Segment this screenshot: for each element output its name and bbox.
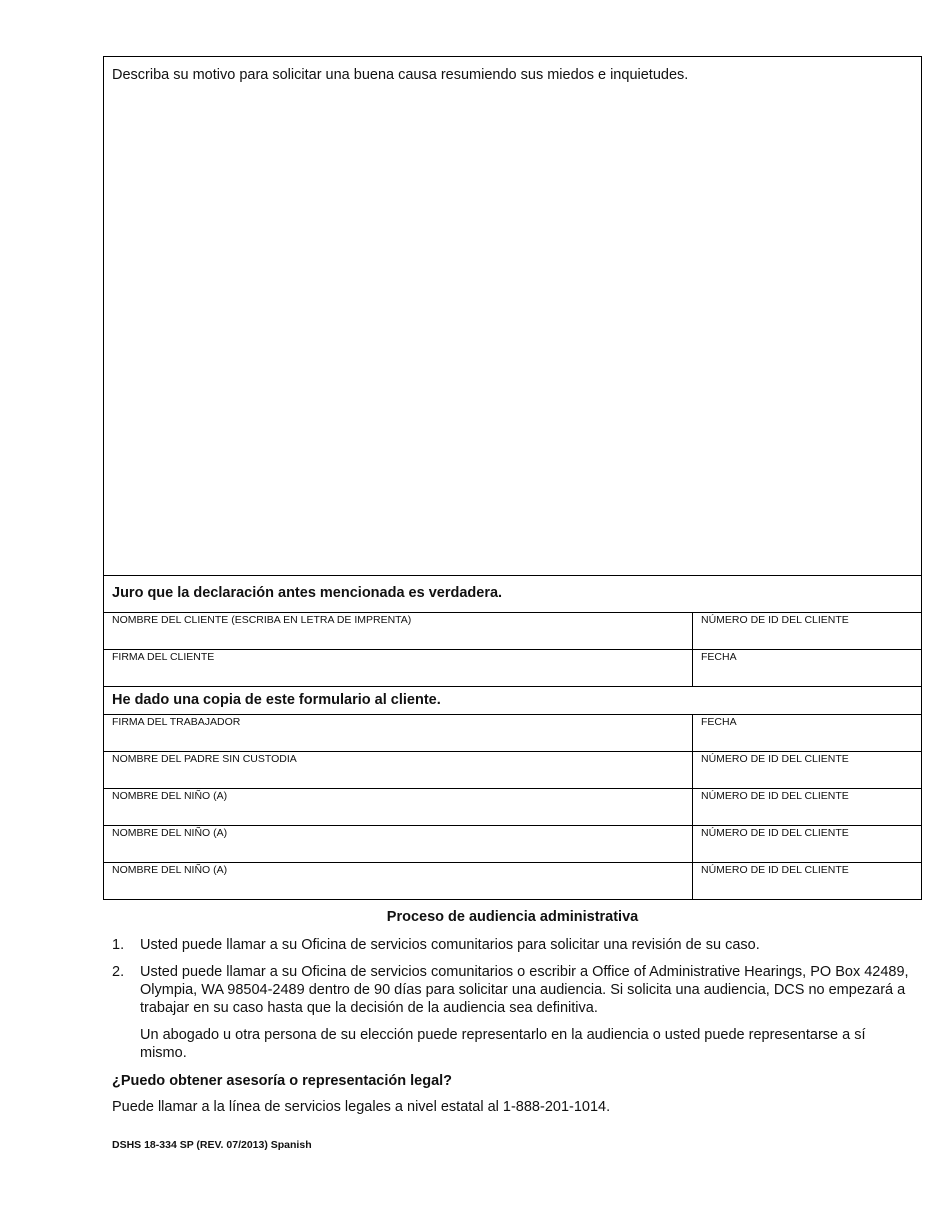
client-id-field[interactable] bbox=[693, 613, 921, 649]
child-name-label: NOMBRE DEL NIÑO (A) bbox=[112, 827, 228, 839]
child-id-label: NÚMERO DE ID DEL CLIENTE bbox=[701, 827, 849, 839]
form-code: DSHS 18-334 SP (REV. 07/2013) Spanish bbox=[112, 1139, 312, 1151]
client-signature-label: FIRMA DEL CLIENTE bbox=[112, 651, 215, 663]
list-item-number: 1. bbox=[112, 937, 125, 953]
child-row bbox=[104, 825, 921, 862]
worker-signature-row bbox=[104, 714, 921, 751]
noncustodial-id-label: NÚMERO DE ID DEL CLIENTE bbox=[701, 753, 849, 765]
child-id-field[interactable] bbox=[693, 789, 921, 825]
noncustodial-id-field[interactable] bbox=[693, 752, 921, 788]
child-id-field[interactable] bbox=[693, 826, 921, 862]
legal-question: ¿Puedo obtener asesoría o representación legal? bbox=[112, 1073, 453, 1089]
child-id-field[interactable] bbox=[693, 863, 921, 899]
noncustodial-parent-label: NOMBRE DEL PADRE SIN CUSTODIA bbox=[112, 753, 297, 765]
copy-statement: He dado una copia de este formulario al cliente. bbox=[104, 686, 921, 714]
child-row bbox=[104, 788, 921, 825]
representation-note: Un abogado u otra persona de su elección puede representarlo en la audiencia o usted puede representarse a sí mismo. bbox=[140, 1027, 866, 1061]
list-item bbox=[112, 963, 912, 1017]
reason-textarea[interactable] bbox=[104, 57, 921, 575]
client-date-field[interactable] bbox=[693, 650, 921, 686]
good-cause-form bbox=[103, 56, 922, 900]
list-item-text: Usted puede llamar a su Oficina de servicios comunitarios o escribir a Office of Administrative Hearings, PO Box 42489, Olympia, WA 98504-2489 dentro de 90 días para solicitar una audiencia. Si solicita una audiencia, DCS no empezará a trabajar en su caso hasta que la decisión de la audiencia sea definitiva. bbox=[140, 964, 909, 1016]
worker-signature-label: FIRMA DEL TRABAJADOR bbox=[112, 716, 241, 728]
child-name-field[interactable] bbox=[104, 863, 693, 899]
worker-date-label: FECHA bbox=[701, 716, 737, 728]
child-id-label: NÚMERO DE ID DEL CLIENTE bbox=[701, 790, 849, 802]
client-signature-row bbox=[104, 649, 921, 686]
child-name-label: NOMBRE DEL NIÑO (A) bbox=[112, 864, 228, 876]
hearing-section-title: Proceso de audiencia administrativa bbox=[386, 909, 639, 925]
list-item-text: Usted puede llamar a su Oficina de servicios comunitarios para solicitar una revisión de su caso. bbox=[140, 937, 760, 953]
legal-answer: Puede llamar a la línea de servicios legales a nivel estatal al 1-888-201-1014. bbox=[112, 1099, 611, 1115]
client-date-label: FECHA bbox=[701, 651, 737, 663]
child-id-label: NÚMERO DE ID DEL CLIENTE bbox=[701, 864, 849, 876]
client-name-field[interactable] bbox=[104, 613, 693, 649]
client-name-label: NOMBRE DEL CLIENTE (ESCRIBA EN LETRA DE IMPRENTA) bbox=[112, 614, 412, 626]
client-name-row bbox=[104, 612, 921, 649]
list-item-number: 2. bbox=[112, 964, 125, 980]
oath-statement: Juro que la declaración antes mencionada es verdadera. bbox=[104, 575, 921, 612]
describe-prompt: Describa su motivo para solicitar una buena causa resumiendo sus miedos e inquietudes. bbox=[112, 67, 689, 83]
client-id-label: NÚMERO DE ID DEL CLIENTE bbox=[701, 614, 849, 626]
child-row bbox=[104, 862, 921, 899]
child-name-field[interactable] bbox=[104, 826, 693, 862]
hearing-steps-list bbox=[112, 936, 912, 1062]
child-name-field[interactable] bbox=[104, 789, 693, 825]
list-item bbox=[112, 936, 912, 954]
noncustodial-parent-field[interactable] bbox=[104, 752, 693, 788]
worker-signature-field[interactable] bbox=[104, 715, 693, 751]
worker-date-field[interactable] bbox=[693, 715, 921, 751]
child-name-label: NOMBRE DEL NIÑO (A) bbox=[112, 790, 228, 802]
client-signature-field[interactable] bbox=[104, 650, 693, 686]
noncustodial-parent-row bbox=[104, 751, 921, 788]
